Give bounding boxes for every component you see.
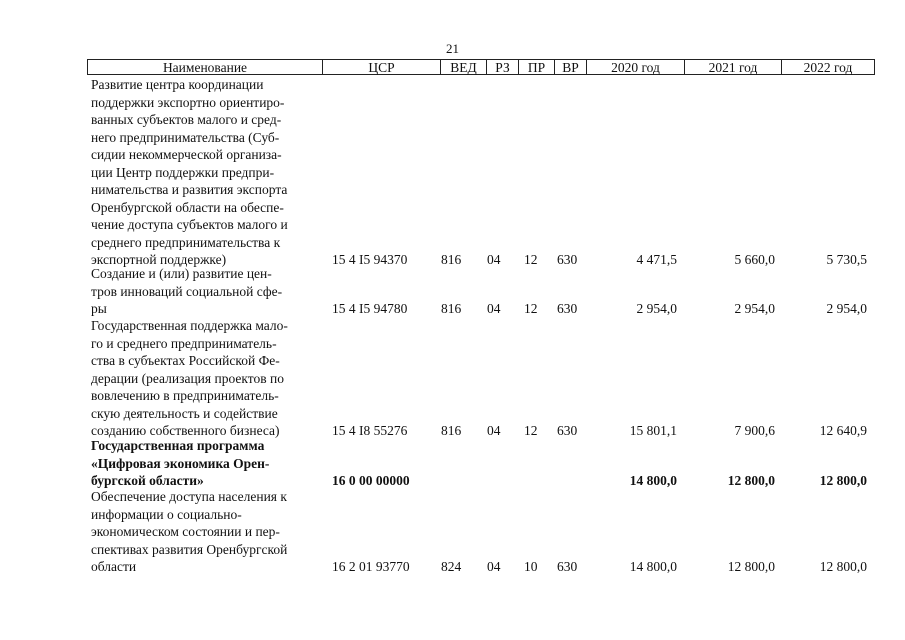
row-2-rz: 04 bbox=[487, 301, 501, 316]
row-4-2022: 12 800,0 bbox=[819, 473, 867, 488]
row-4-name: Государственная программа «Цифровая экономика Орен- бургской области» bbox=[91, 438, 270, 488]
row-1-2021: 5 660,0 bbox=[734, 252, 775, 267]
header-pr: ПР bbox=[518, 60, 554, 74]
row-2-name: Создание и (или) развитие цен- тров инноваций социальной сфе- ры bbox=[91, 266, 283, 316]
header-2020: 2020 год bbox=[586, 60, 684, 74]
header-ved: ВЕД bbox=[440, 60, 486, 74]
header-name: Наименование bbox=[162, 60, 248, 75]
row-4-2021: 12 800,0 bbox=[727, 473, 775, 488]
header-2021: 2021 год bbox=[684, 60, 781, 74]
page-number: 21 bbox=[446, 41, 459, 56]
header-csr: ЦСР bbox=[322, 60, 440, 74]
row-3-pr: 12 bbox=[524, 423, 538, 438]
row-1-2020: 4 471,5 bbox=[636, 252, 677, 267]
row-2-ved: 816 bbox=[441, 301, 462, 316]
row-1-csr: 15 4 I5 94370 bbox=[332, 252, 408, 267]
row-1-ved: 816 bbox=[441, 252, 462, 267]
row-2-2021: 2 954,0 bbox=[734, 301, 775, 316]
row-2-pr: 12 bbox=[524, 301, 538, 316]
row-5-2021: 12 800,0 bbox=[727, 559, 775, 574]
row-2-2020: 2 954,0 bbox=[636, 301, 677, 316]
row-5-name: Обеспечение доступа населения к информации о социально- экономическом состоянии и пер- спективах развития Оренбургской области bbox=[91, 489, 288, 574]
row-3-2022: 12 640,9 bbox=[819, 423, 867, 438]
row-1-2022: 5 730,5 bbox=[826, 252, 867, 267]
row-5-rz: 04 bbox=[487, 559, 501, 574]
header-2022: 2022 год bbox=[781, 60, 874, 74]
row-2-2022: 2 954,0 bbox=[826, 301, 867, 316]
row-1-name: Развитие центра координации поддержки экспортно ориентиро- ванных субъектов малого и сред- него предпринимательства (Суб- сидии некоммерческой организа- ции Центр поддержки предпри- нимательства и развития экспорта Оренбургской области на обеспе- чение доступа субъектов малого и среднего предпринимательства к экспортной поддержке) bbox=[91, 77, 288, 267]
row-3-2021: 7 900,6 bbox=[734, 423, 775, 438]
row-4-csr: 16 0 00 00000 bbox=[332, 473, 410, 488]
table-header bbox=[87, 59, 875, 75]
row-3-csr: 15 4 I8 55276 bbox=[332, 423, 408, 438]
row-3-2020: 15 801,1 bbox=[629, 423, 677, 438]
row-5-ved: 824 bbox=[441, 559, 462, 574]
row-5-csr: 16 2 01 93770 bbox=[332, 559, 410, 574]
row-3-rz: 04 bbox=[487, 423, 501, 438]
row-3-vr: 630 bbox=[557, 423, 578, 438]
row-1-pr: 12 bbox=[524, 252, 538, 267]
row-1-rz: 04 bbox=[487, 252, 501, 267]
row-3-name: Государственная поддержка мало- го и среднего предприниматель- ства в субъектах Российской Фе- дерации (реализация проектов по вовлечению в предприниматель- скую деятельность и содействие созданию собственного бизнеса) bbox=[91, 318, 288, 438]
row-1-vr: 630 bbox=[557, 252, 578, 267]
header-vr: ВР bbox=[554, 60, 586, 74]
row-5-pr: 10 bbox=[524, 559, 538, 574]
row-2-csr: 15 4 I5 94780 bbox=[332, 301, 408, 316]
row-2-vr: 630 bbox=[557, 301, 578, 316]
header-rz: РЗ bbox=[486, 60, 518, 74]
row-5-vr: 630 bbox=[557, 559, 578, 574]
row-5-2022: 12 800,0 bbox=[819, 559, 867, 574]
row-4-2020: 14 800,0 bbox=[629, 473, 677, 488]
row-3-ved: 816 bbox=[441, 423, 462, 438]
row-5-2020: 14 800,0 bbox=[629, 559, 677, 574]
